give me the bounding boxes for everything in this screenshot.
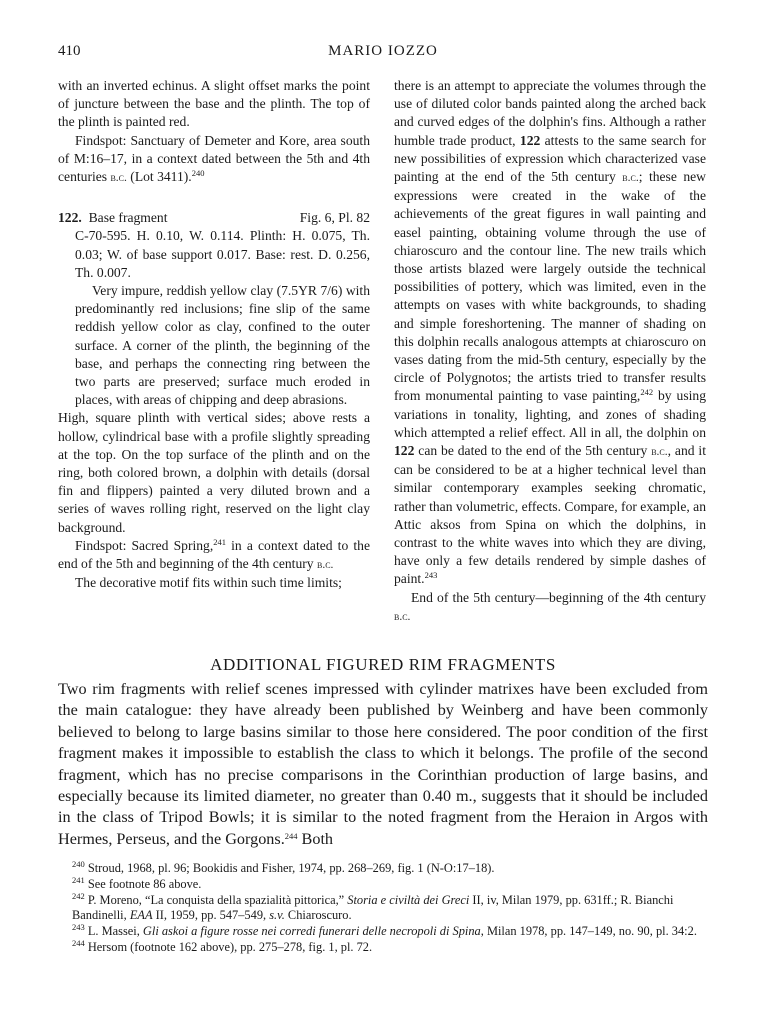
catalogue-entry-header	[58, 209, 370, 227]
findspot-paragraph-1: Findspot: Sanctuary of Demeter and Kore, area south of M:16–17, in a context dated between the 5th and 4th centuries b.c. (Lot 3411).$^{240}$	[58, 132, 370, 185]
footnote-244: $^{244}$ Hersom (footnote 162 above), pp. 275–278, fig. 1, pl. 72.	[72, 937, 373, 954]
footnote-242: $^{242}$ P. Moreno, “La conquista della spazialità pittorica,” Storia e civiltà dei Greci II, iv, Milan 1979, pp. 631ff.; R. Bianchi Bandinelli, EAA II, 1959, pp. 547–549, s.v. Chiaroscuro.	[72, 890, 674, 923]
footnote-ref-241: 241	[213, 536, 227, 547]
entry-description: High, square plinth with vertical sides; above rests a hollow, cylindrical base with a profile slightly spreading at the top. On the top surface of the plinth and on the ring, both colored brown, a dolphin with details (dorsal fin and flippers) painted a very diluted brown and a series of waves rolling right, reserved on the light clay background.	[58, 410, 370, 535]
left-column	[58, 77, 370, 592]
footnote-241: $^{241}$ See footnote 86 above.	[72, 874, 202, 891]
right-paragraph-2: End of the 5th century—beginning of the 4th century b.c.	[394, 589, 706, 623]
findspot-paragraph-2: Findspot: Sacred Spring,$^{241}$ in a context dated to the end of the 5th and beginning of the 4th century b.c.	[58, 536, 370, 572]
left-paragraph-5: The decorative motif fits within such time limits;	[75, 575, 342, 591]
running-head: MARIO IOZZO	[328, 43, 438, 59]
entry-dimensions: C-70-595. H. 0.10, W. 0.114. Plinth: H. 0.075, Th. 0.03; W. of base support 0.017. Base: rest. D. 0.256, Th. 0.007.	[75, 228, 370, 280]
footnote-243: $^{243}$ L. Massei, Gli askoi a figure rosse nei corredi funerari delle necropoli di Spina, Milan 1978, pp. 147–149, no. 90, pl. 34:2.	[72, 922, 697, 939]
right-column	[394, 77, 706, 626]
footnote-ref-242: 242	[640, 387, 654, 398]
footnotes	[58, 861, 710, 956]
entry-clay-description: Very impure, reddish yellow clay (7.5YR 7/6) with predominantly red inclusions; fine slip of the same reddish yellow color as clay, confined to the outer surface. A corner of the plinth, the beginning of the base, and perhaps the connecting ring between the two parts are preserved; surface much eroded in places, with areas of chipping and deep abrasions.	[75, 283, 370, 408]
section-title: ADDITIONAL FIGURED RIM FRAGMENTS	[210, 655, 556, 674]
entry-number: 122.	[58, 210, 82, 226]
section-body	[58, 679, 708, 850]
footnote-240: $^{240}$ Stroud, 1968, pl. 96; Bookidis and Fisher, 1974, pp. 268–269, fig. 1 (N-O:17–18).	[72, 859, 495, 875]
left-paragraph-1: with an inverted echinus. A slight offset marks the point of juncture between the base and the plinth. The top of the plinth is painted red.	[58, 78, 370, 130]
entry-figure-ref: Fig. 6, Pl. 82	[299, 210, 370, 226]
page-number: 410	[58, 43, 81, 59]
right-paragraph-1: there is an attempt to appreciate the volumes through the use of diluted color bands painted along the arched back and curved edges of the dolphin's fins. Although a rather humble trade product, 122 attests to the same search for new possibilities of expression which characterized vase painting at the end of the 5th century b.c.; these new expressions were created in the wake of the achievements of the great figures in wall painting and easel painting, obtaining volume through the use of chiaroscuro and the contour line. The new trails which those artists blazed were largely outside the technical possibilities of pottery, which was limited, even in the attempts on vases with white backgrounds, to shading and simple foreshortening. The manner of shading on this dolphin recalls analogous attempts at chiaroscuro on vases dating from the mid-5th century, especially by the circle of Polygnotos; the artists tried to transfer results from monumental painting to vase painting,$^{242}$ by using variations in tonality, lighting, and zones of shading which attempted a relief effect. All in all, the dolphin on 122 can be dated to the end of the 5th century b.c., and it can be considered to be at a higher technical level than similar contemporary examples seeking chromatic, rather than volumetric, effects. Compare, for example, an Attic aksos from Spina on which the dolphins, in contrast to the white waves into which they are diving, have only a few details rendered by simple dashes of paint.$^{243}$	[394, 78, 707, 587]
footnote-ref-243: 243	[424, 570, 438, 581]
entry-title: Base fragment	[88, 210, 168, 226]
footnote-ref-244: 244	[284, 830, 298, 841]
footnote-ref-240: 240	[191, 168, 205, 179]
section-paragraph: Two rim fragments with relief scenes impressed with cylinder matrixes have been excluded from the main catalogue: they have already been published by Weinberg and have been commonly believed to belong to large basins similar to those here considered. The poor condition of the first fragment makes it impossible to establish the class to which it belongs. The profile of the second fragment, which has no precise comparisons in the Corinthian production of large basins, and especially because its limited diameter, no greater than 0.40 m., suggests that it should be included in the class of Tripod Bowls; it is similar to the noted fragment from the Heraion in Argos with Hermes, Perseus, and the Gorgons.$^{244}$ Both	[58, 680, 708, 848]
